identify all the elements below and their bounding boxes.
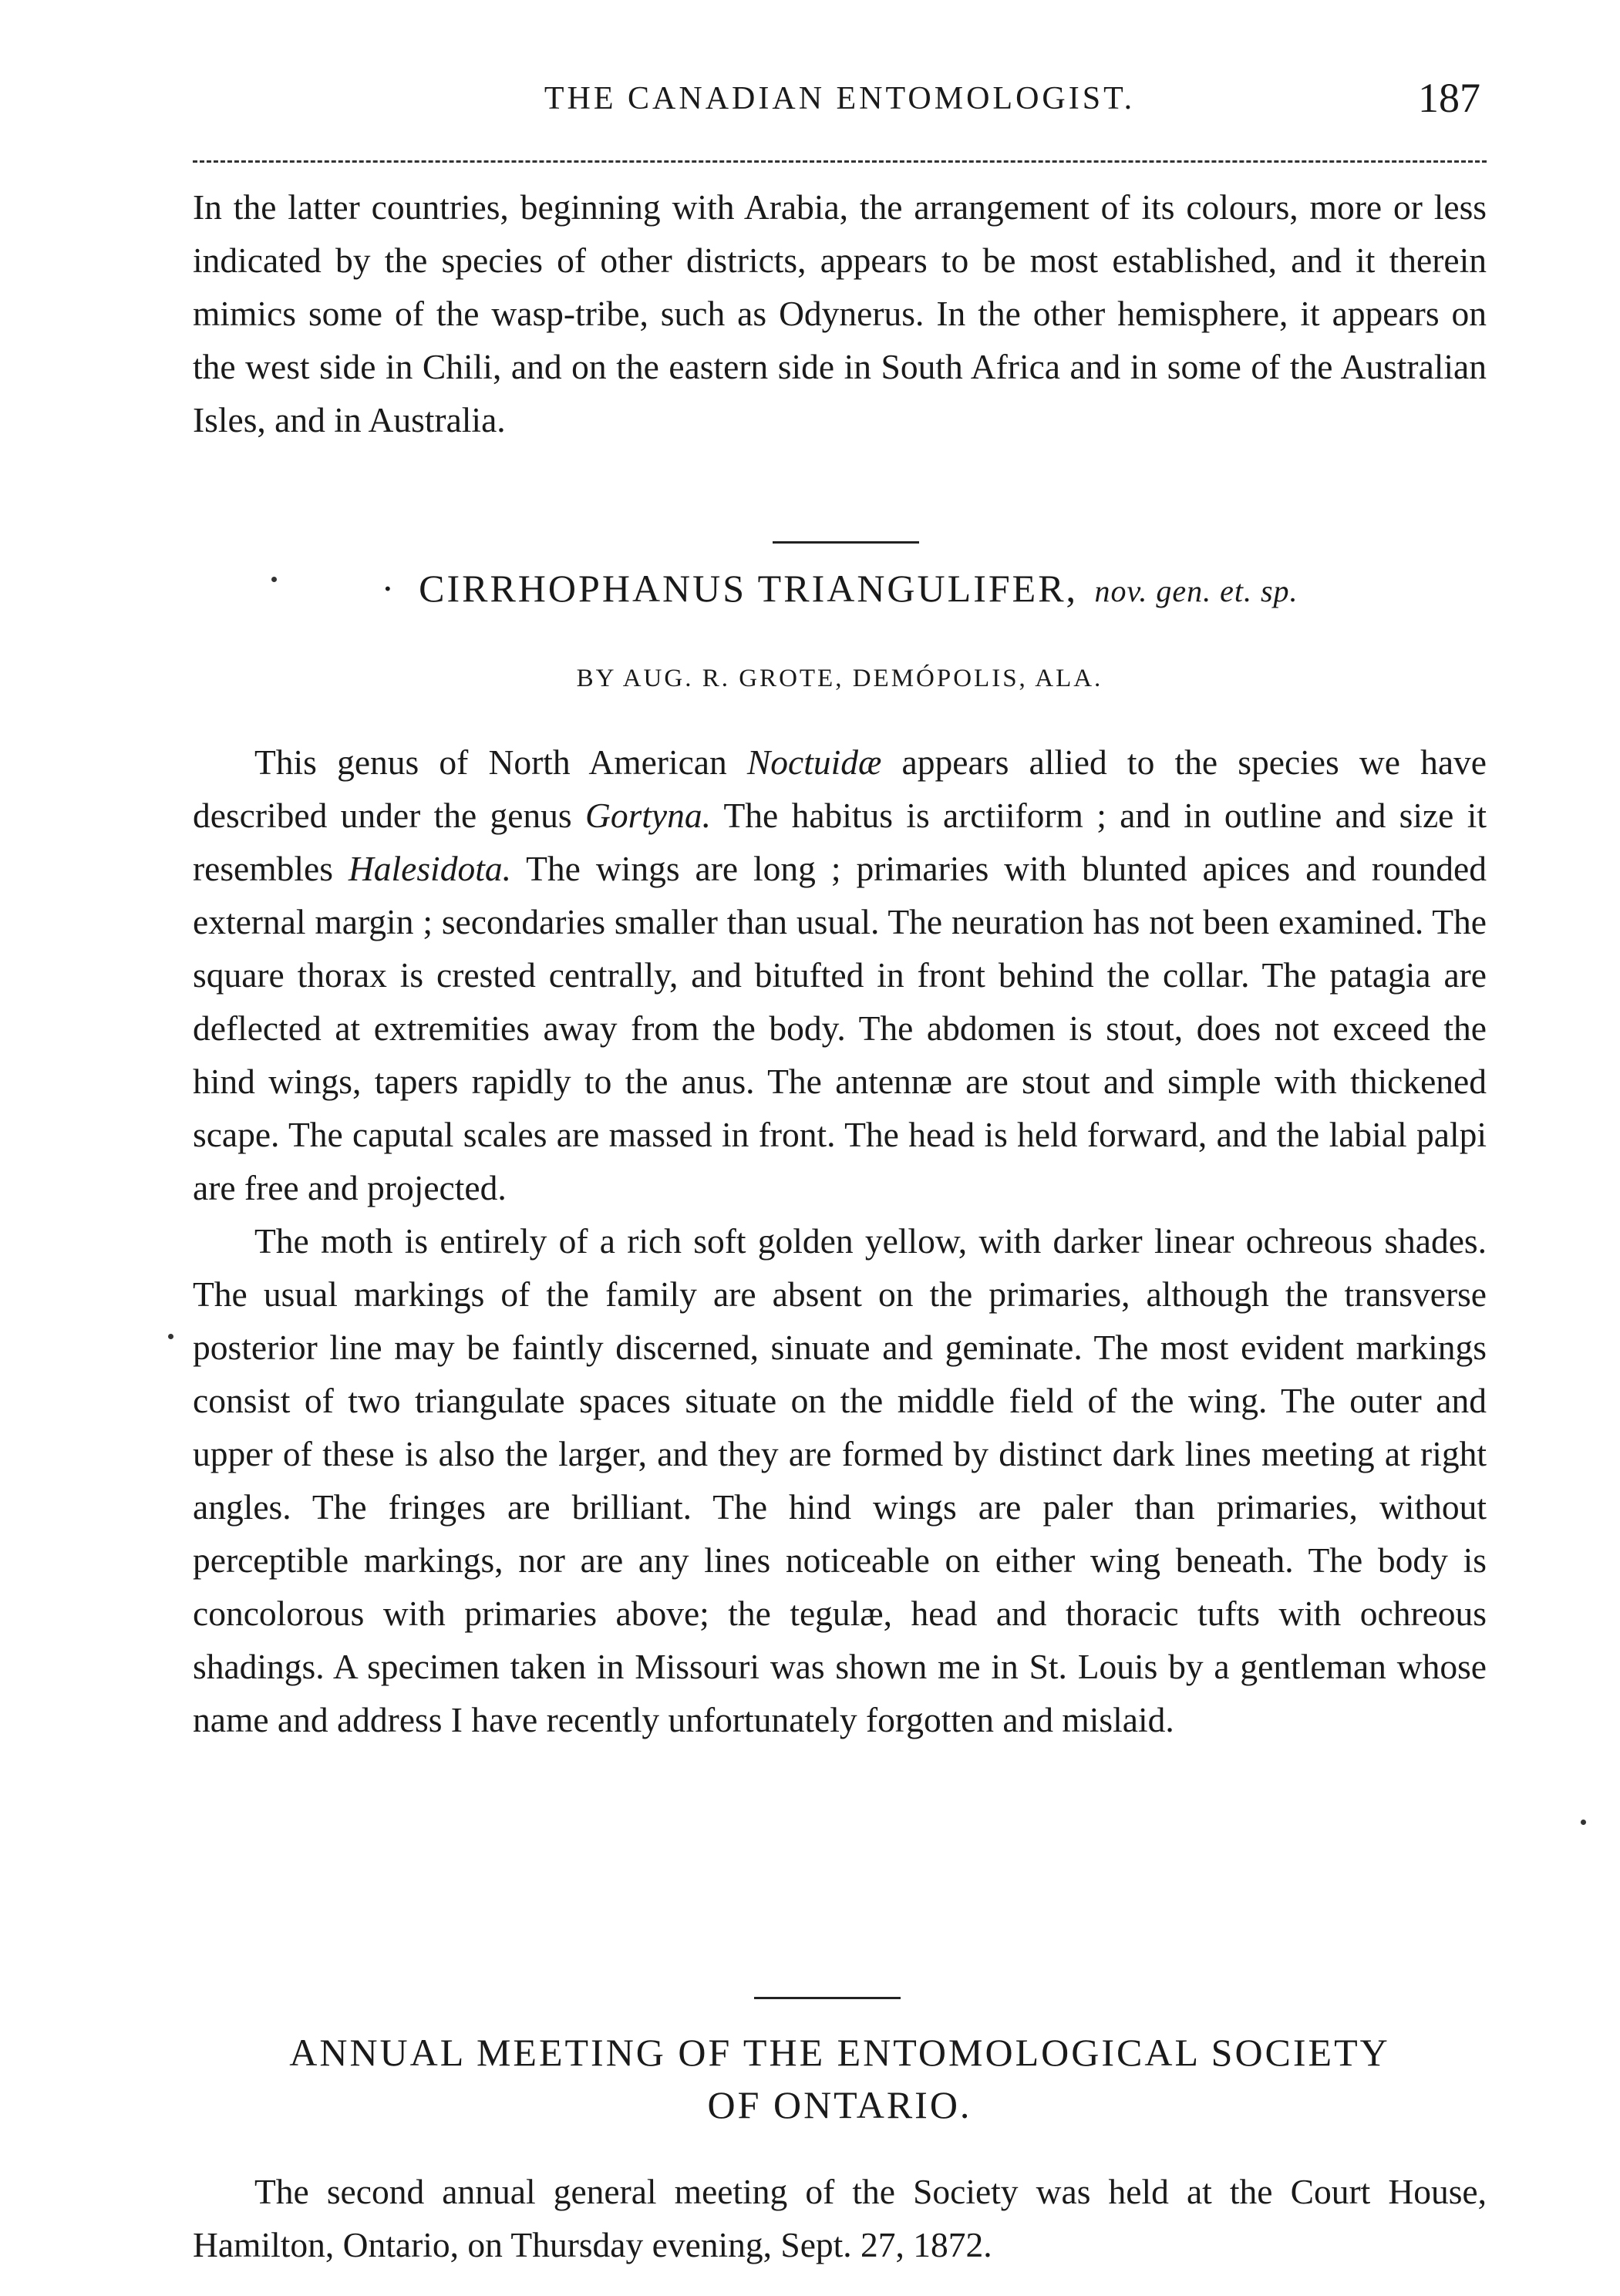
nomenclature-abbreviation: nov. gen. et. sp.	[1094, 574, 1298, 608]
taxon-name: Gortyna.	[584, 796, 711, 835]
separator-rule	[754, 1997, 901, 1999]
text-run: The habitus is arctiiform ; and in outline and size it resembles	[193, 796, 1487, 888]
print-speck	[168, 1334, 173, 1339]
section-heading-line: OF ONTARIO.	[707, 2083, 972, 2126]
article-title	[193, 566, 1487, 611]
text-run: The wings are long ; primaries with blunted apices and rounded external margin ; secondaries smaller than usual. The neuration has not been examined. The square thorax is crested centrally, and bitufted in front behind the collar. The patagia are deflected at extremities away from the body. The abdomen is stout, does not exceed the hind wings, tapers rapidly to the anus. The antennæ are stout and simple with thickened scape. The caputal scales are massed in front. The head is held forward, and the labial palpi are free and projected.	[193, 849, 1487, 1207]
header-rule	[193, 160, 1487, 163]
text-run: appears allied to the species we have described under the genus	[193, 742, 1487, 835]
separator-rule	[773, 541, 919, 544]
species-name: CIRRHOPHANUS TRIANGULIFER,	[419, 567, 1079, 610]
article-paragraph: The moth is entirely of a rich soft golden yellow, with darker linear ochreous shades. The usual markings of the family are absent on the primaries, although the transverse posterior line may be faintly discerned, sinuate and geminate. The most evident markings consist of two triangulate spaces situate on the middle field of the wing. The outer and upper of these is also the larger, and they are formed by distinct dark lines meeting at right angles. The fringes are brilliant. The hind wings are paler than primaries, without perceptible markings, nor are any lines noticeable on either wing beneath. The body is concolorous with primaries above; the tegulæ, head and thoracic tufts with ochreous shadings. A specimen taken in Missouri was shown me in St. Louis by a gentleman whose name and address I have recently unfortunately forgotten and mislaid.	[193, 1221, 1487, 1739]
section-heading-line: ANNUAL MEETING OF THE ENTOMOLOGICAL SOCIETY	[289, 2031, 1390, 2074]
print-speck	[1581, 1820, 1586, 1825]
page-header	[193, 75, 1487, 134]
taxon-name: Noctuidæ	[746, 742, 882, 782]
intro-paragraph: In the latter countries, beginning with Arabia, the arrangement of its colours, more or less indicated by the species of other districts, appears to be most established, and it therein mimics some of the wasp-tribe, such as Odynerus. In the other hemisphere, it appears on the west side in Chili, and on the eastern side in South Africa and in some of the Australian Isles, and in Australia.	[193, 187, 1487, 439]
title-bullet: ·	[381, 567, 395, 610]
section-paragraph: The second annual general meeting of the Society was held at the Court House, Hamilton, Ontario, on Thursday evening, Sept. 27, 1872.	[193, 2172, 1487, 2264]
text-run: This genus of North American	[254, 742, 747, 782]
section-body	[193, 2165, 1487, 2271]
running-title: THE CANADIAN ENTOMOLOGIST.	[544, 81, 1136, 116]
article-paragraph	[193, 736, 1487, 1214]
page-number: 187	[1418, 75, 1480, 121]
article-body	[193, 736, 1487, 1746]
taxon-name: Halesidota.	[348, 849, 511, 888]
intro-block	[193, 180, 1487, 446]
section-heading	[193, 2026, 1487, 2131]
author-byline: BY AUG. R. GROTE, DEMÓPOLIS, ALA.	[576, 665, 1103, 692]
print-speck	[271, 577, 277, 582]
